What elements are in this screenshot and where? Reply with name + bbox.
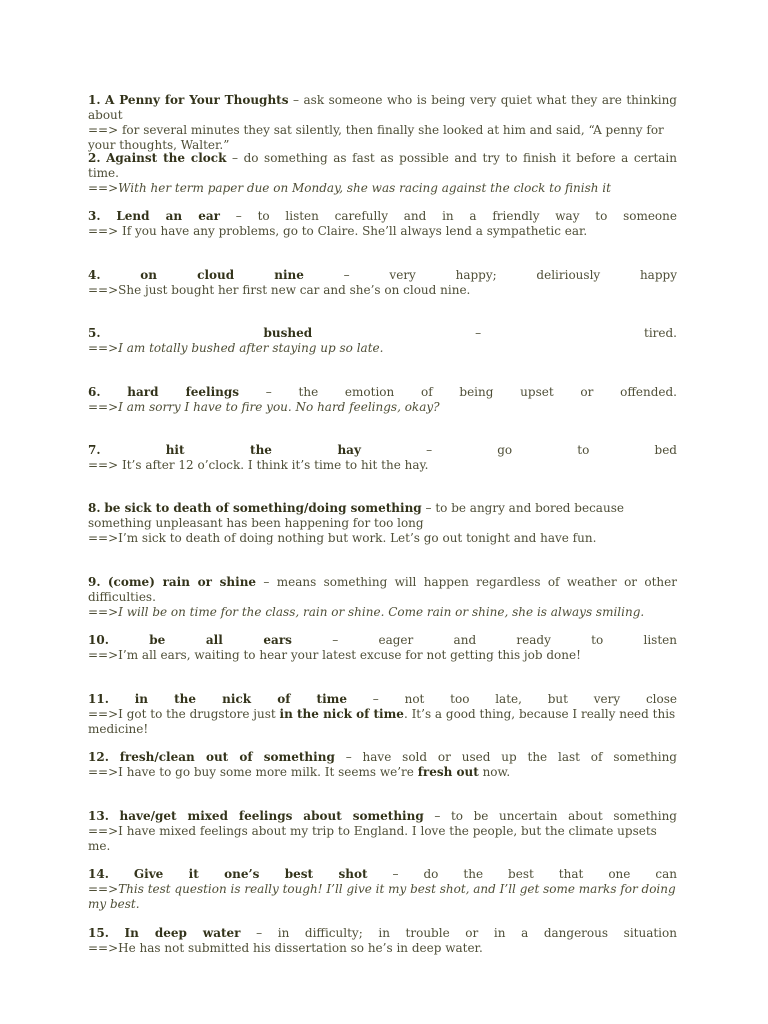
idiom-example (88, 283, 677, 298)
idiom-number: 7. (88, 443, 101, 457)
idiom-example (88, 458, 677, 473)
example-text-end: now. (478, 765, 511, 779)
idiom-heading (88, 633, 677, 648)
idiom-heading (88, 443, 677, 458)
idiom-term: Against the clock (106, 151, 227, 165)
idiom-term: Lend an ear (116, 209, 221, 223)
idiom-entry (88, 151, 677, 196)
idiom-number: 8. (88, 501, 101, 515)
idiom-example (88, 400, 677, 415)
idiom-heading (88, 750, 677, 765)
idiom-definition: – not too late, but very close (372, 692, 677, 706)
idiom-definition: – the emotion of being upset or offended. (265, 385, 677, 399)
idiom-term: Give it one’s best shot (133, 867, 368, 881)
idiom-definition: – in difficulty; in trouble or in a dangerous situation (256, 926, 677, 940)
idiom-number: 3. (88, 209, 101, 223)
idiom-heading (88, 809, 677, 824)
idiom-term: bushed (263, 326, 313, 340)
idiom-example (88, 605, 677, 620)
example-text: ==>I will be on time for the class, rain or shine. Come rain or shine, she is always smiling. (88, 605, 645, 619)
idiom-definition: – eager and ready to listen (332, 633, 677, 647)
idiom-entry (88, 209, 677, 239)
idiom-number: 11. (88, 692, 109, 706)
example-text: ==> It’s after 12 o’clock. I think it’s time to hit the hay. (88, 458, 429, 472)
idiom-entry (88, 867, 677, 912)
idiom-entry (88, 809, 677, 854)
idiom-example (88, 648, 677, 663)
idiom-heading (88, 692, 677, 707)
idiom-definition: – do the best that one can (392, 867, 677, 881)
idiom-term: on cloud nine (140, 268, 304, 282)
example-text-end: . It’s a good thing, because I really need this medicine! (88, 707, 676, 736)
idiom-entry (88, 443, 677, 473)
idiom-term: In deep water (124, 926, 241, 940)
idiom-number: 1. (88, 93, 101, 107)
idiom-heading (88, 93, 677, 123)
idiom-definition: – to be angry and bored because something unpleasant has been happening for too long (88, 501, 624, 530)
example-text: ==>I’m all ears, waiting to hear your latest excuse for not getting this job done! (88, 648, 581, 662)
idiom-term: (come) rain or shine (107, 575, 257, 589)
example-text: ==> for several minutes they sat silently, then finally she looked at him and said, “A penny for your thoughts, Walter.” (88, 123, 664, 152)
idiom-example (88, 941, 677, 956)
idiom-entry (88, 326, 677, 356)
idiom-example (88, 765, 677, 780)
idiom-entry (88, 93, 677, 153)
idiom-term: hit the hay (165, 443, 361, 457)
example-bold-text: in the nick of time (279, 707, 404, 721)
example-text: ==>This test question is really tough! I’ll give it my best shot, and I’ll get some marks for doing my best. (88, 882, 676, 911)
idiom-term: be sick to death of something/doing something (104, 501, 422, 515)
idiom-heading (88, 501, 677, 531)
idiom-number: 6. (88, 385, 101, 399)
idiom-heading (88, 268, 677, 283)
idiom-term: have/get mixed feelings about something (119, 809, 424, 823)
idiom-definition: – have sold or used up the last of something (345, 750, 677, 764)
idiom-number: 12. (88, 750, 109, 764)
idiom-example (88, 882, 677, 912)
idiom-heading (88, 209, 677, 224)
idiom-example (88, 707, 677, 737)
idiom-number: 2. (88, 151, 101, 165)
example-text: ==> If you have any problems, go to Claire. She’ll always lend a sympathetic ear. (88, 224, 588, 238)
idiom-term: hard feelings (127, 385, 240, 399)
idiom-number: 14. (88, 867, 109, 881)
example-text: ==>I have mixed feelings about my trip to England. I love the people, but the climate upsets me. (88, 824, 657, 853)
idiom-number: 5. (88, 326, 101, 340)
idiom-entry (88, 750, 677, 780)
idiom-example (88, 531, 677, 546)
example-text: ==>With her term paper due on Monday, she was racing against the clock to finish it (88, 181, 611, 195)
idiom-heading (88, 326, 677, 341)
idiom-heading (88, 926, 677, 941)
idiom-example (88, 123, 677, 153)
idiom-definition: – go to bed (426, 443, 677, 457)
example-text: ==>He has not submitted his dissertation so he’s in deep water. (88, 941, 483, 955)
idiom-example (88, 341, 677, 356)
idiom-definition: – to be uncertain about something (434, 809, 677, 823)
example-text: ==>She just bought her first new car and she’s on cloud nine. (88, 283, 471, 297)
example-text: ==>I’m sick to death of doing nothing but work. Let’s go out tonight and have fun. (88, 531, 597, 545)
idiom-definition: – very happy; deliriously happy (343, 268, 677, 282)
example-text: ==>I am sorry I have to fire you. No hard feelings, okay? (88, 400, 440, 414)
idiom-number: 13. (88, 809, 109, 823)
idiom-definition: – to listen carefully and in a friendly way to someone (235, 209, 677, 223)
example-text: ==>I have to go buy some more milk. It seems we’re (88, 765, 418, 779)
idiom-term: be all ears (149, 633, 292, 647)
idiom-term: A Penny for Your Thoughts (105, 93, 289, 107)
idiom-definition: – means something will happen regardless of weather or other difficulties. (88, 575, 677, 604)
idiom-heading (88, 151, 677, 181)
example-text: ==>I got to the drugstore just (88, 707, 280, 721)
idiom-heading (88, 867, 677, 882)
idiom-entry (88, 926, 677, 956)
idiom-number: 4. (88, 268, 101, 282)
idiom-entry (88, 575, 677, 620)
idiom-entry (88, 501, 677, 546)
idiom-number: 15. (88, 926, 109, 940)
idiom-definition: – ask someone who is being very quiet what they are thinking about (88, 93, 677, 122)
idiom-heading (88, 385, 677, 400)
idiom-example (88, 181, 677, 196)
idiom-example (88, 224, 677, 239)
idiom-number: 10. (88, 633, 109, 647)
idiom-heading (88, 575, 677, 605)
idiom-number: 9. (88, 575, 101, 589)
idiom-entry (88, 692, 677, 737)
idiom-definition: – tired. (475, 326, 677, 340)
idiom-term: in the nick of time (134, 692, 347, 706)
idiom-definition: – do something as fast as possible and try to finish it before a certain time. (88, 151, 677, 180)
idiom-entry (88, 385, 677, 415)
idiom-entry (88, 268, 677, 298)
idiom-example (88, 824, 677, 854)
idiom-entry (88, 633, 677, 663)
example-text: ==>I am totally bushed after staying up so late. (88, 341, 384, 355)
example-bold-text: fresh out (417, 765, 479, 779)
idiom-term: fresh/clean out of something (119, 750, 335, 764)
